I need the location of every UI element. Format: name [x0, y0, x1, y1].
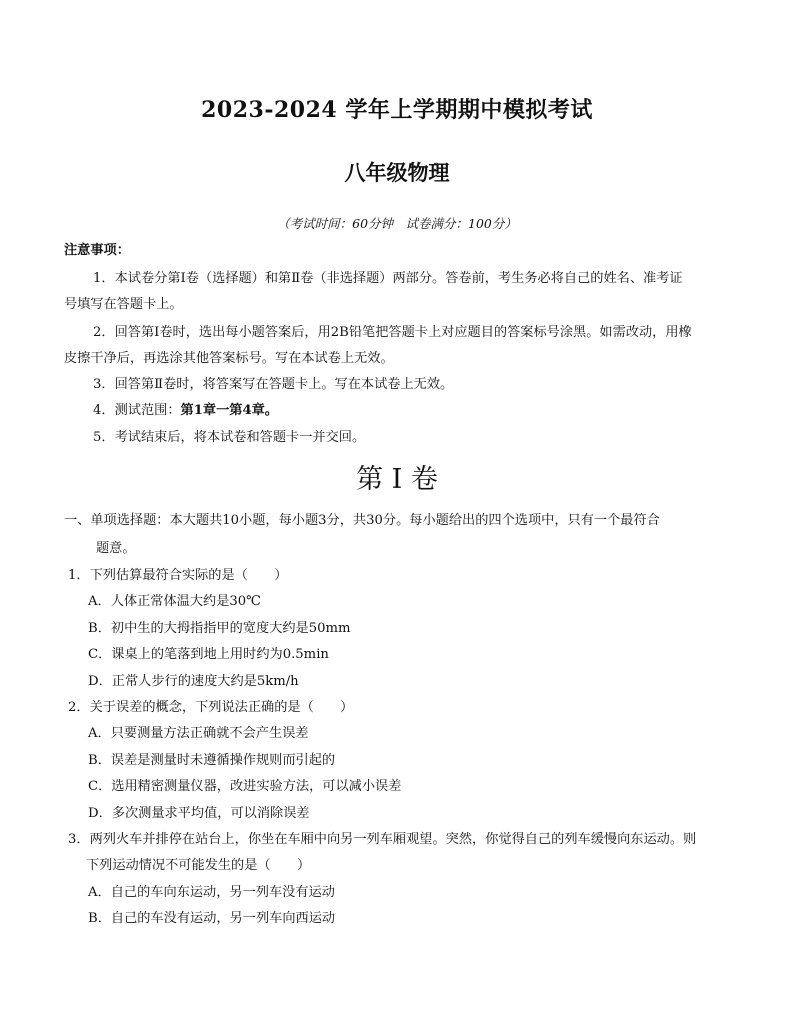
notes-heading: 注意事项： [64, 243, 130, 258]
q2-option-c: C．选用精密测量仪器，改进实验方法，可以减小误差 [88, 779, 402, 794]
note-item-3: 3．回答第Ⅱ卷时，将答案写在答题卡上。写在本试卷上无效。 [93, 377, 454, 392]
question-2-stem: 2．关于误差的概念，下列说法正确的是（ ） [68, 700, 354, 715]
exam-subject: 八年级物理 [344, 160, 450, 185]
q1-option-d: D．正常人步行的速度大约是5km/h [88, 674, 299, 689]
note-item-1-cont: 号填写在答题卡上。 [64, 297, 183, 312]
q1-option-c: C．课桌上的笔落到地上用时约为0.5min [88, 647, 329, 662]
question-1-stem: 1．下列估算最符合实际的是（ ） [68, 568, 288, 583]
note-item-4-label: 4．测试范围： [93, 403, 181, 418]
q2-option-a: A．只要测量方法正确就不会产生误差 [88, 726, 309, 741]
q3-option-a: A．自己的车向东运动，另一列车没有运动 [88, 885, 335, 900]
section-title: 第 I 卷 [356, 464, 438, 495]
note-item-4-range: 第1章一第4章。 [180, 403, 278, 418]
q2-option-d: D．多次测量求平均值，可以消除误差 [88, 806, 310, 821]
exam-info: （考试时间：60分钟 试卷满分：100分） [277, 216, 517, 231]
part1-heading: 一、单项选择题：本大题共10小题，每小题3分，共30分。每小题给出的四个选项中，只有一个最符合 [64, 513, 660, 528]
exam-title: 2023-2024 学年上学期期中模拟考试 [201, 97, 593, 123]
note-item-5: 5．考试结束后，将本试卷和答题卡一并交回。 [93, 430, 366, 445]
note-item-2: 2．回答第Ⅰ卷时，选出每小题答案后，用2B铅笔把答题卡上对应题目的答案标号涂黑。如需改动，用橡 [93, 325, 692, 340]
q3-option-b: B．自己的车没有运动，另一列车向西运动 [88, 911, 336, 926]
q1-option-a: A．人体正常体温大约是30℃ [88, 594, 261, 609]
note-item-4 [93, 402, 278, 420]
note-item-2-cont: 皮擦干净后，再选涂其他答案标号。写在本试卷上无效。 [64, 351, 394, 366]
note-item-1: 1．本试卷分第Ⅰ卷（选择题）和第Ⅱ卷（非选择题）两部分。答卷前，考生务必将自己的姓名、准考证 [93, 271, 683, 286]
q2-option-b: B．误差是测量时未遵循操作规则而引起的 [88, 753, 336, 768]
part1-heading-cont: 题意。 [96, 541, 136, 556]
q1-option-b: B．初中生的大拇指指甲的宽度大约是50mm [88, 621, 351, 636]
question-3-stem-cont: 下列运动情况不可能发生的是（ ） [86, 858, 311, 873]
question-3-stem: 3．两列火车并排停在站台上，你坐在车厢中向另一列车厢观望。突然，你觉得自己的列车缓慢向东运动。则 [68, 832, 697, 847]
